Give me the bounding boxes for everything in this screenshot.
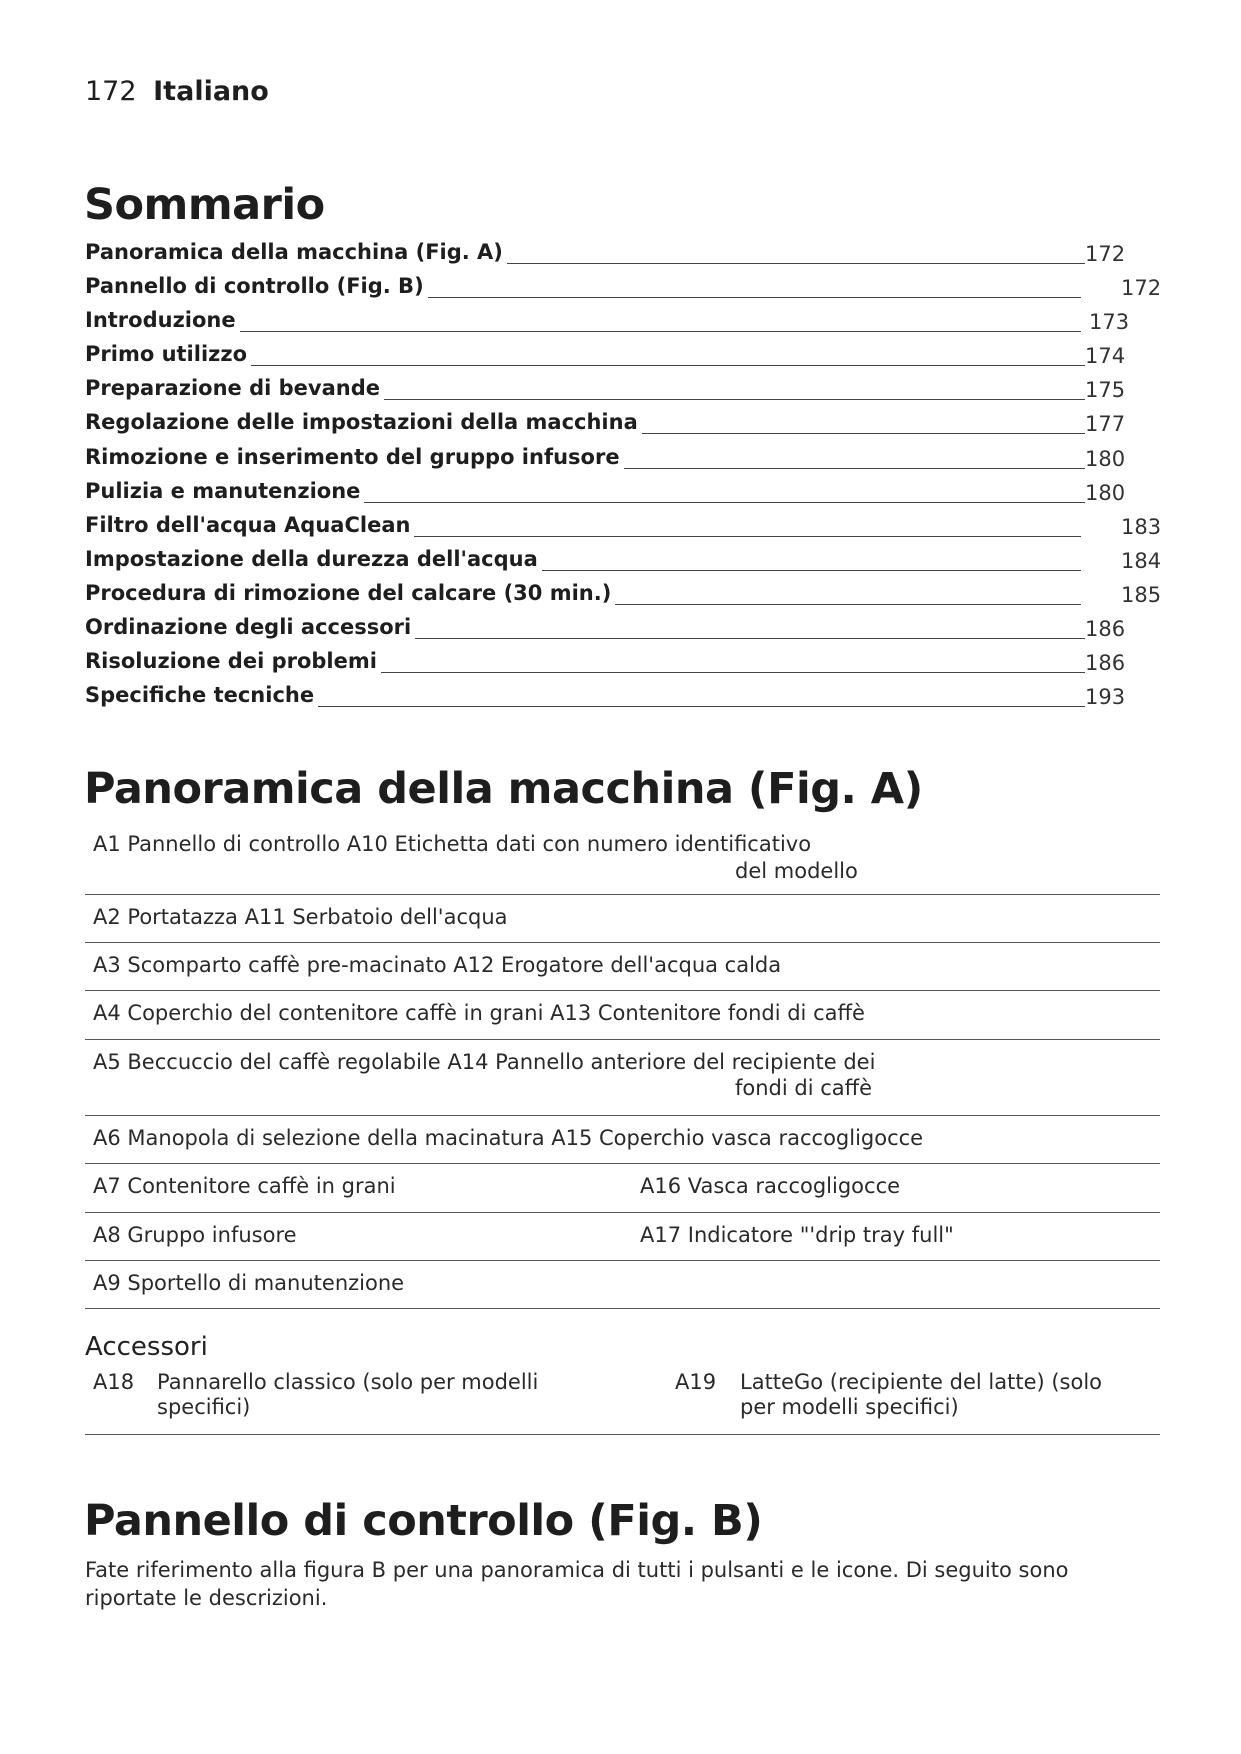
toc-entry[interactable]: Filtro dell'acqua AquaClean 183 xyxy=(85,512,1162,539)
section-title-machine-overview: Panoramica della macchina (Fig. A) xyxy=(84,764,923,814)
toc-page-number: 177 xyxy=(1085,412,1126,437)
toc-entry[interactable]: Regolazione delle impostazioni della macchina 177 xyxy=(85,410,1126,437)
accessories-list xyxy=(85,1370,1160,1435)
toc-page-number: 172 xyxy=(1085,242,1126,266)
toc-entry[interactable]: Pannello di controllo (Fig. B) 172 xyxy=(85,274,1162,301)
toc-page-number: 172 xyxy=(1121,276,1162,301)
toc-page-number: 175 xyxy=(1085,378,1126,403)
toc-title: Sommario xyxy=(84,180,325,230)
toc-page-number: 185 xyxy=(1121,582,1162,607)
toc-entry[interactable]: Panoramica della macchina (Fig. A) 172 xyxy=(85,240,1126,266)
toc-page-number: 184 xyxy=(1121,548,1162,573)
section-intro-text: Fate riferimento alla figura B per una panoramica di tutti i pulsanti e le icone. Di seguito sono riportate le descrizioni. xyxy=(85,1558,1069,1610)
toc-entry[interactable]: Introduzione 173 xyxy=(85,308,1130,335)
toc-entry[interactable]: Pulizia e manutenzione 180 xyxy=(85,478,1126,505)
toc-page-number: 173 xyxy=(1089,310,1130,335)
toc-entry[interactable]: Specifiche tecniche 193 xyxy=(85,683,1126,710)
accessory-description: LatteGo (recipiente del latte) (solo per modelli specifici) xyxy=(740,1370,1103,1419)
toc-entry[interactable]: Primo utilizzo 174 xyxy=(85,342,1126,369)
running-header xyxy=(85,76,269,107)
toc-entry[interactable]: Impostazione della durezza dell'acqua 184 xyxy=(85,546,1162,573)
toc-page-number: 186 xyxy=(1085,651,1126,676)
toc-page-number: 174 xyxy=(1085,344,1126,369)
table-of-contents xyxy=(85,238,1162,715)
accessory-description: Pannarello classico (solo per modelli specifici) xyxy=(157,1370,539,1419)
parts-row: A1 Pannello di controllo A10 Etichetta dati con numero identificativo del modello xyxy=(85,822,1160,895)
parts-row: A6 Manopola di selezione della macinatura A15 Coperchio vasca raccogligocce xyxy=(85,1116,1160,1164)
parts-row: A5 Beccuccio del caffè regolabile A14 Pannello anteriore del recipiente dei fondi di caffè xyxy=(85,1040,1160,1116)
toc-page-number: 186 xyxy=(1085,617,1126,642)
parts-row: A2 Portatazza A11 Serbatoio dell'acqua xyxy=(85,895,1160,943)
parts-row: A4 Coperchio del contenitore caffè in grani A13 Contenitore fondi di caffè xyxy=(85,991,1160,1040)
toc-entry[interactable]: Ordinazione degli accessori 186 xyxy=(85,615,1126,642)
section-title-control-panel: Pannello di controllo (Fig. B) xyxy=(84,1496,763,1546)
page-number: 172 xyxy=(85,76,137,107)
toc-entry[interactable]: Rimozione e inserimento del gruppo infusore 180 xyxy=(85,444,1126,471)
toc-entry[interactable]: Risoluzione dei problemi 186 xyxy=(85,649,1126,676)
parts-row: A8 Gruppo infusore A17 Indicatore "'drip tray full" xyxy=(85,1213,1160,1261)
accessory-code: A19 xyxy=(675,1370,717,1394)
language-label: Italiano xyxy=(153,76,269,107)
parts-row: A9 Sportello di manutenzione xyxy=(85,1261,1160,1309)
toc-page-number: 180 xyxy=(1085,446,1126,471)
toc-page-number: 193 xyxy=(1085,685,1126,710)
parts-row: A3 Scomparto caffè pre-macinato A12 Erogatore dell'acqua calda xyxy=(85,943,1160,991)
toc-entry[interactable]: Preparazione di bevande 175 xyxy=(85,376,1126,403)
toc-entry[interactable]: Procedura di rimozione del calcare (30 min.) 185 xyxy=(85,580,1162,607)
accessory-code: A18 xyxy=(93,1370,135,1394)
toc-page-number: 183 xyxy=(1121,514,1162,539)
parts-table xyxy=(85,822,1160,1309)
parts-row: A7 Contenitore caffè in grani A16 Vasca raccogligocce xyxy=(85,1164,1160,1213)
toc-page-number: 180 xyxy=(1085,480,1126,505)
accessories-heading: Accessori xyxy=(85,1332,208,1362)
